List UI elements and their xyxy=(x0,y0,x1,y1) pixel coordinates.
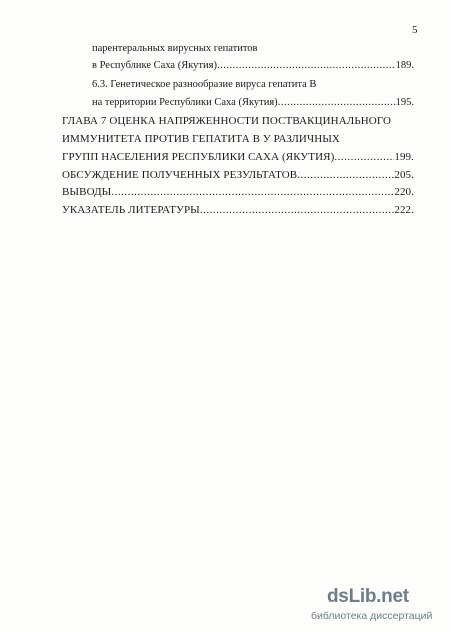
toc-line-chapter-7-cont xyxy=(62,133,340,146)
toc-text: в Республике Саха (Якутия) xyxy=(92,60,217,71)
watermark-tagline: библиотека диссертаций xyxy=(311,610,433,622)
toc-leader-dots xyxy=(200,204,394,217)
toc-entry-conclusions-220[interactable] xyxy=(62,186,414,199)
toc-line-section-6-3[interactable] xyxy=(92,78,316,91)
toc-text: УКАЗАТЕЛЬ ЛИТЕРАТУРЫ xyxy=(62,204,200,216)
toc-leader-dots xyxy=(217,59,396,72)
toc-page-ref: 195. xyxy=(395,97,414,108)
toc-leader-dots xyxy=(334,151,394,164)
toc-leader-dots xyxy=(297,169,394,182)
toc-text: 6.3. Генетическое разнообразие вируса гепатита В xyxy=(92,79,317,90)
toc-page-ref: 199. xyxy=(394,151,414,163)
toc-page-ref: 205. xyxy=(394,169,414,181)
toc-entry-sakha-189[interactable] xyxy=(92,59,414,72)
watermark-brand: dsLib.net xyxy=(327,586,409,607)
toc-page-ref: 220. xyxy=(394,186,414,198)
toc-text: ГРУПП НАСЕЛЕНИЯ РЕСПУБЛИКИ САХА (ЯКУТИЯ) xyxy=(62,151,335,163)
toc-text: ГЛАВА 7 ОЦЕНКА НАПРЯЖЕННОСТИ ПОСТВАКЦИНАЛЬНОГО xyxy=(62,115,392,127)
toc-page-ref: 189. xyxy=(395,60,414,71)
page-number: 5 xyxy=(412,24,418,36)
toc-line-parenteral xyxy=(92,42,258,55)
dslib-watermark xyxy=(300,586,440,628)
toc-leader-dots xyxy=(278,96,396,109)
toc-entry-groups-199[interactable] xyxy=(62,151,414,164)
toc-entry-discussion-205[interactable] xyxy=(62,169,414,182)
toc-entry-references-222[interactable] xyxy=(62,204,414,217)
toc-leader-dots xyxy=(111,186,394,199)
toc-text: на территории Республики Саха (Якутия) xyxy=(92,97,278,108)
toc-text: ИММУНИТЕТА ПРОТИВ ГЕПАТИТА В У РАЗЛИЧНЫХ xyxy=(62,133,340,145)
toc-line-chapter-7[interactable] xyxy=(62,115,391,128)
toc-text: ОБСУЖДЕНИЕ ПОЛУЧЕННЫХ РЕЗУЛЬТАТОВ xyxy=(62,169,298,181)
toc-text: ВЫВОДЫ xyxy=(62,186,112,198)
toc-entry-territory-195[interactable] xyxy=(92,96,414,109)
toc-text: парентеральных вирусных гепатитов xyxy=(92,43,258,54)
toc-page-ref: 222. xyxy=(394,204,414,216)
